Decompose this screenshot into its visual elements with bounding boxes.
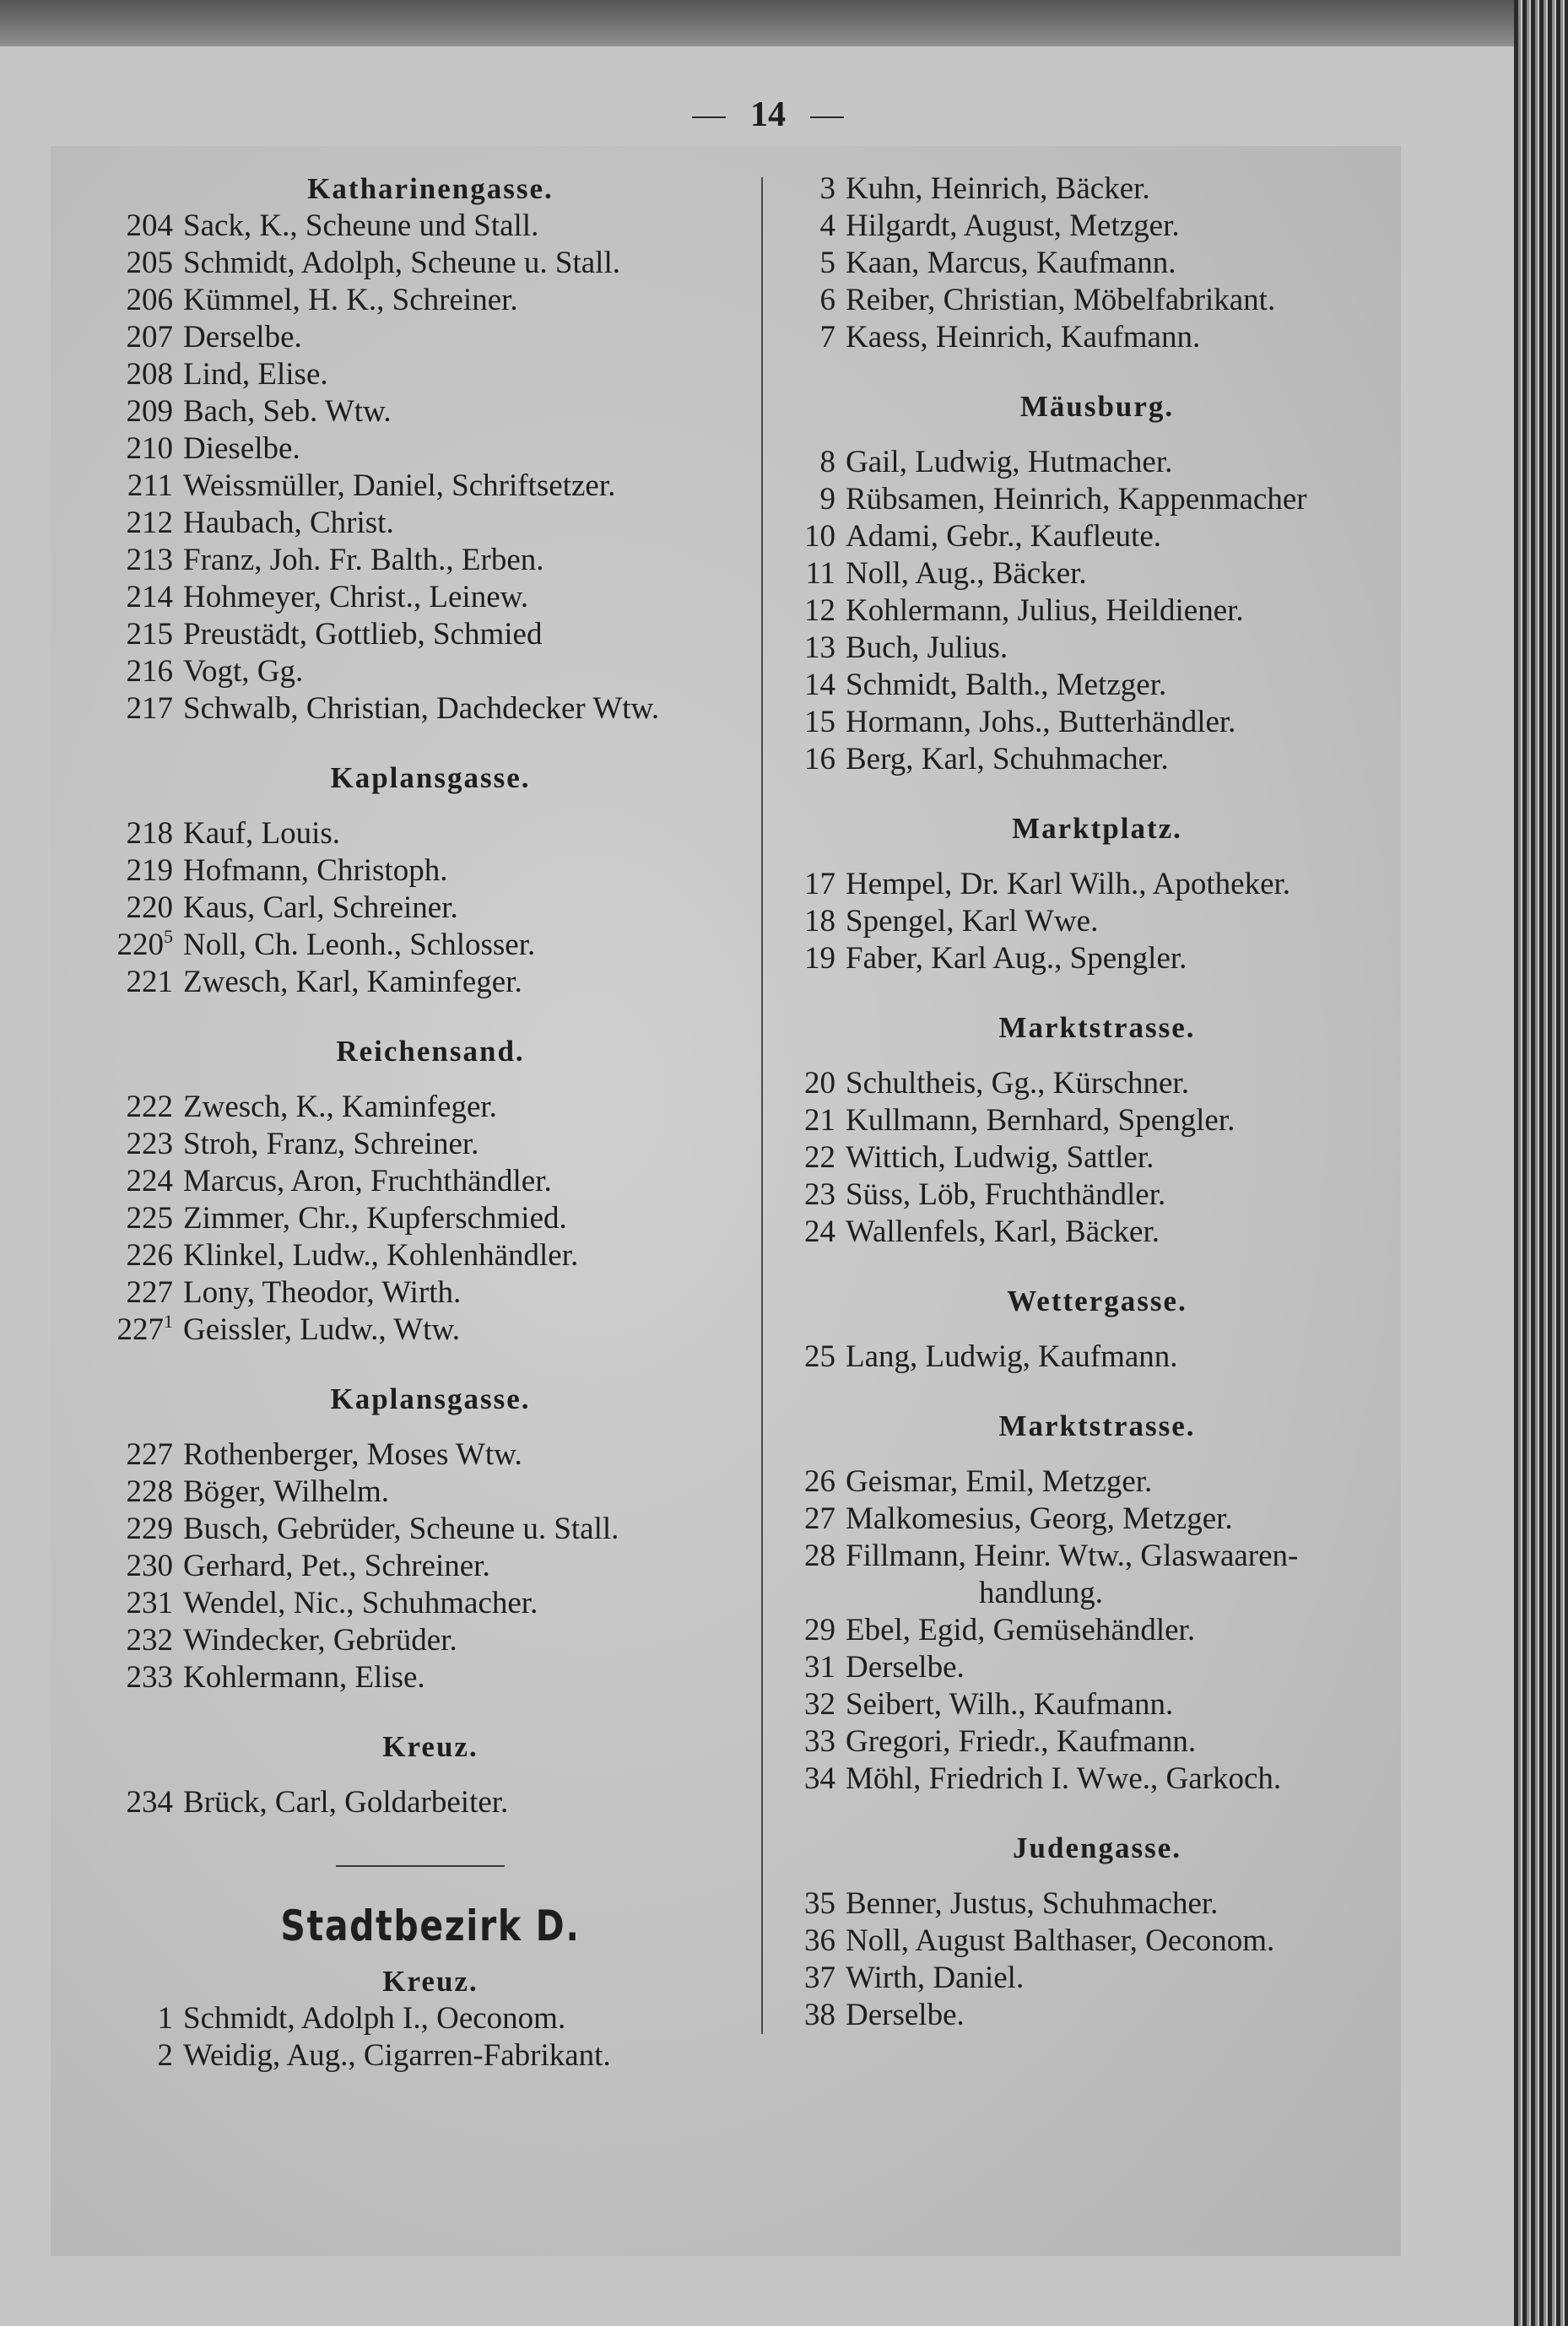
house-number: 10 [804, 519, 835, 554]
house-number: 209 [126, 394, 173, 429]
street-heading: Katharinengasse. [307, 172, 554, 205]
house-number: 26 [804, 1464, 835, 1499]
resident-entry-text: Bach, Seb. Wtw. [183, 394, 392, 429]
directory-entry [785, 1761, 1409, 1798]
resident-entry-text: Sack, K., Scheune und Stall. [183, 208, 539, 243]
resident-entry-text: Wendel, Nic., Schuhmacher. [183, 1586, 538, 1620]
house-number: 3 [819, 171, 835, 206]
house-number: 207 [126, 320, 173, 354]
resident-entry-text: Schultheis, Gg., Kürschner. [846, 1066, 1189, 1101]
house-number: 234 [126, 1785, 173, 1820]
house-number: 227 [126, 1437, 173, 1472]
directory-entry [101, 393, 760, 430]
house-number: 227 [126, 1275, 173, 1310]
directory-entry [101, 245, 760, 282]
resident-entry-text: Marcus, Aron, Fruchthändler. [183, 1164, 552, 1198]
directory-entry [101, 1436, 760, 1474]
resident-entry-text: Preustädt, Gottlieb, Schmied [183, 617, 543, 652]
directory-entry [101, 1622, 760, 1659]
resident-entry-text: Berg, Karl, Schuhmacher. [846, 742, 1169, 776]
directory-entry [101, 319, 760, 356]
house-number: 226 [126, 1238, 173, 1273]
entry-list [101, 1089, 760, 1349]
left-column [101, 170, 760, 2074]
directory-entry [101, 1312, 760, 1349]
directory-entry [785, 1960, 1409, 1997]
resident-entry-text: Noll, August Balthaser, Oeconom. [846, 1923, 1275, 1958]
street-heading: Mäusburg. [1019, 390, 1175, 423]
house-number: 218 [126, 816, 173, 851]
directory-entry [101, 1659, 760, 1696]
resident-entry-text: Franz, Joh. Fr. Balth., Erben. [183, 543, 544, 577]
house-number: 228 [126, 1474, 173, 1509]
house-number: 231 [126, 1586, 173, 1620]
resident-entry-text: Kullmann, Bernhard, Spengler. [846, 1103, 1235, 1138]
resident-entry-text: Wirth, Daniel. [846, 1961, 1025, 1995]
resident-entry-text: Geismar, Emil, Metzger. [846, 1464, 1153, 1499]
directory-entry [785, 1686, 1409, 1723]
directory-entry [785, 667, 1409, 704]
resident-entry-text: Hohmeyer, Christ., Leinew. [183, 580, 529, 614]
resident-entry-text: Kaess, Heinrich, Kaufmann. [846, 320, 1201, 354]
resident-entry-text: Kaus, Carl, Schreiner. [183, 890, 458, 925]
district-title: Stadtbezirk D. [280, 1901, 581, 1950]
house-number: 212 [126, 506, 173, 540]
resident-entry-text: Kohlermann, Julius, Heildiener. [846, 593, 1244, 628]
house-number: 219 [126, 853, 173, 888]
resident-entry-text: Wallenfels, Karl, Bäcker. [846, 1214, 1160, 1249]
entry-list [785, 1065, 1409, 1251]
directory-entry [785, 1065, 1409, 1102]
entry-list [785, 170, 1409, 356]
house-number: 15 [804, 705, 835, 739]
house-number: 13 [804, 630, 835, 665]
directory-entry [101, 505, 760, 542]
directory-entry [785, 282, 1409, 319]
resident-entry-text: Schwalb, Christian, Dachdecker Wtw. [183, 691, 660, 726]
directory-entry [101, 890, 760, 927]
house-number: 21 [804, 1103, 835, 1138]
resident-entry-text: Gail, Ludwig, Hutmacher. [846, 445, 1173, 479]
house-number: 25 [804, 1339, 835, 1374]
house-number: 23 [804, 1177, 835, 1212]
directory-entry [101, 2037, 760, 2074]
resident-entry-text: Dieselbe. [183, 431, 300, 466]
directory-entry [785, 903, 1409, 940]
directory-entry [785, 1102, 1409, 1139]
directory-entry [101, 1200, 760, 1237]
house-number: 204 [126, 208, 173, 243]
house-number: 217 [126, 691, 173, 726]
house-number: $220^5$ [116, 926, 173, 962]
resident-entry-text: Noll, Aug., Bäcker. [846, 556, 1087, 591]
directory-entry [785, 866, 1409, 903]
resident-entry-text: Böger, Wilhelm. [183, 1474, 390, 1509]
directory-entry [785, 1139, 1409, 1177]
house-number: 2 [157, 2038, 173, 2073]
house-number: 9 [819, 482, 835, 517]
house-number: 213 [126, 543, 173, 577]
resident-entry-text: Geissler, Ludw., Wtw. [183, 1312, 461, 1347]
house-number: 22 [804, 1140, 835, 1175]
house-number: 233 [126, 1660, 173, 1695]
directory-entry [785, 444, 1409, 481]
entry-list [101, 2000, 760, 2074]
directory-entry [101, 616, 760, 653]
directory-entry [101, 356, 760, 393]
resident-entry-text: Fillmann, Heinr. Wtw., Glaswaaren- [846, 1539, 1299, 1573]
street-heading: Marktplatz. [1012, 812, 1182, 845]
resident-entry-text: Weissmüller, Daniel, Schriftsetzer. [183, 468, 616, 503]
street-heading: Reichensand. [336, 1035, 525, 1068]
directory-entry [785, 1649, 1409, 1686]
street-heading: Judengasse. [1013, 1831, 1181, 1864]
resident-entry-text: Hormann, Johs., Butterhändler. [846, 705, 1236, 739]
resident-entry-text: Haubach, Christ. [183, 506, 394, 540]
directory-entry [785, 170, 1409, 208]
house-number: 1 [157, 2001, 173, 2036]
resident-entry-text: Gerhard, Pet., Schreiner. [183, 1549, 490, 1583]
resident-entry-text: Kohlermann, Elise. [183, 1660, 425, 1695]
page-number: 14 [743, 95, 793, 135]
street-heading: Kreuz. [382, 1965, 479, 1998]
resident-entry-text: Gregori, Friedr., Kaufmann. [846, 1724, 1197, 1759]
directory-entry [785, 1538, 1409, 1575]
entry-list [785, 1885, 1409, 2034]
directory-entry [101, 1548, 760, 1585]
directory-entry [785, 1997, 1409, 2034]
resident-entry-text: Seibert, Wilh., Kaufmann. [846, 1687, 1174, 1722]
directory-entry [785, 630, 1409, 667]
resident-entry-text: Busch, Gebrüder, Scheune u. Stall. [183, 1512, 619, 1546]
house-number: 206 [126, 283, 173, 317]
directory-entry [101, 579, 760, 616]
resident-entry-text: Lang, Ludwig, Kaufmann. [846, 1339, 1178, 1374]
directory-entry [785, 741, 1409, 778]
street-heading: Kreuz. [382, 1730, 479, 1763]
resident-entry-text: Zimmer, Chr., Kupferschmied. [183, 1201, 567, 1236]
resident-entry-text: Hilgardt, August, Metzger. [846, 208, 1180, 243]
resident-entry-text: Rothenberger, Moses Wtw. [183, 1437, 522, 1472]
house-number: 32 [804, 1687, 835, 1722]
resident-entry-text: Weidig, Aug., Cigarren-Fabrikant. [183, 2038, 611, 2073]
section-divider-rule [336, 1865, 505, 1867]
house-number: 221 [126, 965, 173, 999]
directory-entry [785, 518, 1409, 555]
house-number: 222 [126, 1090, 173, 1124]
resident-entry-text: Hofmann, Christoph. [183, 853, 448, 888]
house-number: 20 [804, 1066, 835, 1101]
street-heading: Wettergasse. [1007, 1285, 1187, 1317]
directory-entry [101, 542, 760, 579]
house-number: 4 [819, 208, 835, 243]
resident-entry-text: Möhl, Friedrich I. Wwe., Garkoch. [846, 1761, 1282, 1796]
entry-list [785, 444, 1409, 778]
resident-entry-text: Ebel, Egid, Gemüsehändler. [846, 1613, 1196, 1647]
house-number: 225 [126, 1201, 173, 1236]
resident-entry-text: Wittich, Ludwig, Sattler. [846, 1140, 1154, 1175]
directory-entry [101, 1126, 760, 1163]
directory-entry [785, 319, 1409, 356]
directory-entry [101, 282, 760, 319]
resident-entry-text: Zwesch, K., Kaminfeger. [183, 1090, 497, 1124]
resident-entry-text: Klinkel, Ludw., Kohlenhändler. [183, 1238, 579, 1273]
directory-entry [785, 592, 1409, 630]
house-number: $227^1$ [116, 1311, 173, 1347]
house-number: 210 [126, 431, 173, 466]
house-number: 224 [126, 1164, 173, 1198]
house-number: 19 [804, 941, 835, 976]
resident-entry-continuation: handlung. [979, 1576, 1103, 1610]
directory-entry [101, 852, 760, 890]
house-number: 17 [804, 867, 835, 901]
directory-entry [101, 1511, 760, 1548]
resident-entry-text: Adami, Gebr., Kaufleute. [846, 519, 1161, 554]
house-number: 16 [804, 742, 835, 776]
directory-entry [101, 1274, 760, 1312]
resident-entry-text: Vogt, Gg. [183, 654, 304, 689]
resident-entry-text: Faber, Karl Aug., Spengler. [846, 941, 1187, 976]
resident-entry-text: Windecker, Gebrüder. [183, 1623, 457, 1658]
resident-entry-text: Kuhn, Heinrich, Bäcker. [846, 171, 1150, 206]
house-number: 18 [804, 904, 835, 939]
resident-entry-text: Kümmel, H. K., Schreiner. [183, 283, 518, 317]
house-number: 205 [126, 246, 173, 280]
directory-entry [101, 690, 760, 728]
directory-entry [785, 1463, 1409, 1501]
resident-entry-text: Malkomesius, Georg, Metzger. [846, 1501, 1233, 1536]
house-number: 208 [126, 357, 173, 392]
directory-entry [101, 430, 760, 468]
resident-entry-text: Brück, Carl, Goldarbeiter. [183, 1785, 509, 1820]
resident-entry-text: Kauf, Louis. [183, 816, 340, 851]
entry-list [785, 1463, 1409, 1798]
directory-entry [785, 208, 1409, 245]
directory-entry [101, 653, 760, 690]
street-heading: Marktstrasse. [998, 1011, 1196, 1044]
resident-entry-text: Rübsamen, Heinrich, Kappenmacher [846, 482, 1307, 517]
house-number: 229 [126, 1512, 173, 1546]
directory-entry [101, 1237, 760, 1274]
house-number: 211 [127, 468, 173, 503]
directory-entry [785, 245, 1409, 282]
resident-entry-text: Süss, Löb, Fruchthändler. [846, 1177, 1166, 1212]
house-number: 24 [804, 1214, 835, 1249]
house-number: 5 [819, 246, 835, 280]
column-divider [761, 177, 763, 2034]
house-number: 223 [126, 1127, 173, 1161]
house-number-suffix: 5 [164, 926, 173, 947]
house-number: 34 [804, 1761, 835, 1796]
house-number: 11 [805, 556, 835, 591]
directory-entry [101, 1585, 760, 1622]
directory-entry [101, 815, 760, 852]
entry-list [101, 208, 760, 728]
directory-entry [785, 1501, 1409, 1538]
house-number: 230 [126, 1549, 173, 1583]
house-number: 37 [804, 1961, 835, 1995]
directory-entry [785, 1885, 1409, 1923]
entry-list [101, 1436, 760, 1696]
resident-entry-text: Schmidt, Adolph, Scheune u. Stall. [183, 246, 620, 280]
directory-entry [785, 1723, 1409, 1761]
resident-entry-text: Zwesch, Karl, Kaminfeger. [183, 965, 522, 999]
entry-list [101, 1784, 760, 1821]
house-number: 27 [804, 1501, 835, 1536]
house-number: 35 [804, 1886, 835, 1921]
house-number: 215 [126, 617, 173, 652]
directory-entry [785, 1612, 1409, 1649]
directory-entry [785, 1177, 1409, 1214]
house-number: 7 [819, 320, 835, 354]
house-number: 214 [126, 580, 173, 614]
directory-entry [785, 1214, 1409, 1251]
resident-entry-text: Lony, Theodor, Wirth. [183, 1275, 462, 1310]
resident-entry-text: Lind, Elise. [183, 357, 328, 392]
resident-entry-text: Buch, Julius. [846, 630, 1008, 665]
house-number: 12 [804, 593, 835, 628]
directory-entry [101, 2000, 760, 2037]
resident-entry-text: Schmidt, Balth., Metzger. [846, 668, 1167, 702]
house-number: 29 [804, 1613, 835, 1647]
house-number: 220 [126, 890, 173, 925]
house-number: 36 [804, 1923, 835, 1958]
house-number: 14 [804, 668, 835, 702]
resident-entry-text: Derselbe. [183, 320, 302, 354]
directory-entry [101, 964, 760, 1001]
resident-entry-text: Stroh, Franz, Schreiner. [183, 1127, 479, 1161]
directory-entry [785, 940, 1409, 977]
house-number: 28 [804, 1539, 835, 1573]
street-heading: Kaplansgasse. [330, 1382, 531, 1415]
resident-entry-text: Spengel, Karl Wwe. [846, 904, 1099, 939]
house-number: 38 [804, 1998, 835, 2032]
resident-entry-text: Derselbe. [846, 1998, 965, 2032]
resident-entry-text: Schmidt, Adolph I., Oeconom. [183, 2001, 566, 2036]
directory-entry [785, 555, 1409, 592]
house-number: 232 [126, 1623, 173, 1658]
directory-entry [785, 1339, 1409, 1376]
entry-list [101, 815, 760, 1001]
directory-entry [101, 208, 760, 245]
directory-entry [785, 481, 1409, 518]
house-number: 8 [819, 445, 835, 479]
resident-entry-text: Derselbe. [846, 1650, 965, 1685]
directory-entry [785, 1923, 1409, 1960]
resident-entry-text: Benner, Justus, Schuhmacher. [846, 1886, 1219, 1921]
directory-entry [101, 1089, 760, 1126]
house-number: 33 [804, 1724, 835, 1759]
resident-entry-text: Noll, Ch. Leonh., Schlosser. [183, 928, 536, 962]
house-number: 31 [804, 1650, 835, 1685]
right-column [785, 170, 1409, 2034]
resident-entry-text: Kaan, Marcus, Kaufmann. [846, 246, 1176, 280]
house-number: 216 [126, 654, 173, 689]
resident-entry-text: Reiber, Christian, Möbelfabrikant. [846, 283, 1276, 317]
directory-entry [101, 1474, 760, 1511]
street-heading: Kaplansgasse. [330, 761, 531, 794]
directory-entry [101, 1163, 760, 1200]
entry-list [785, 866, 1409, 977]
directory-entry [785, 704, 1409, 741]
page-edges [1514, 0, 1568, 2326]
house-number-suffix: 1 [164, 1311, 173, 1332]
entry-list [785, 1339, 1409, 1376]
directory-entry [101, 468, 760, 505]
house-number: 6 [819, 283, 835, 317]
directory-entry [101, 927, 760, 964]
resident-entry-text: Hempel, Dr. Karl Wilh., Apotheker. [846, 867, 1291, 901]
directory-entry [101, 1784, 760, 1821]
street-heading: Marktstrasse. [998, 1409, 1196, 1442]
